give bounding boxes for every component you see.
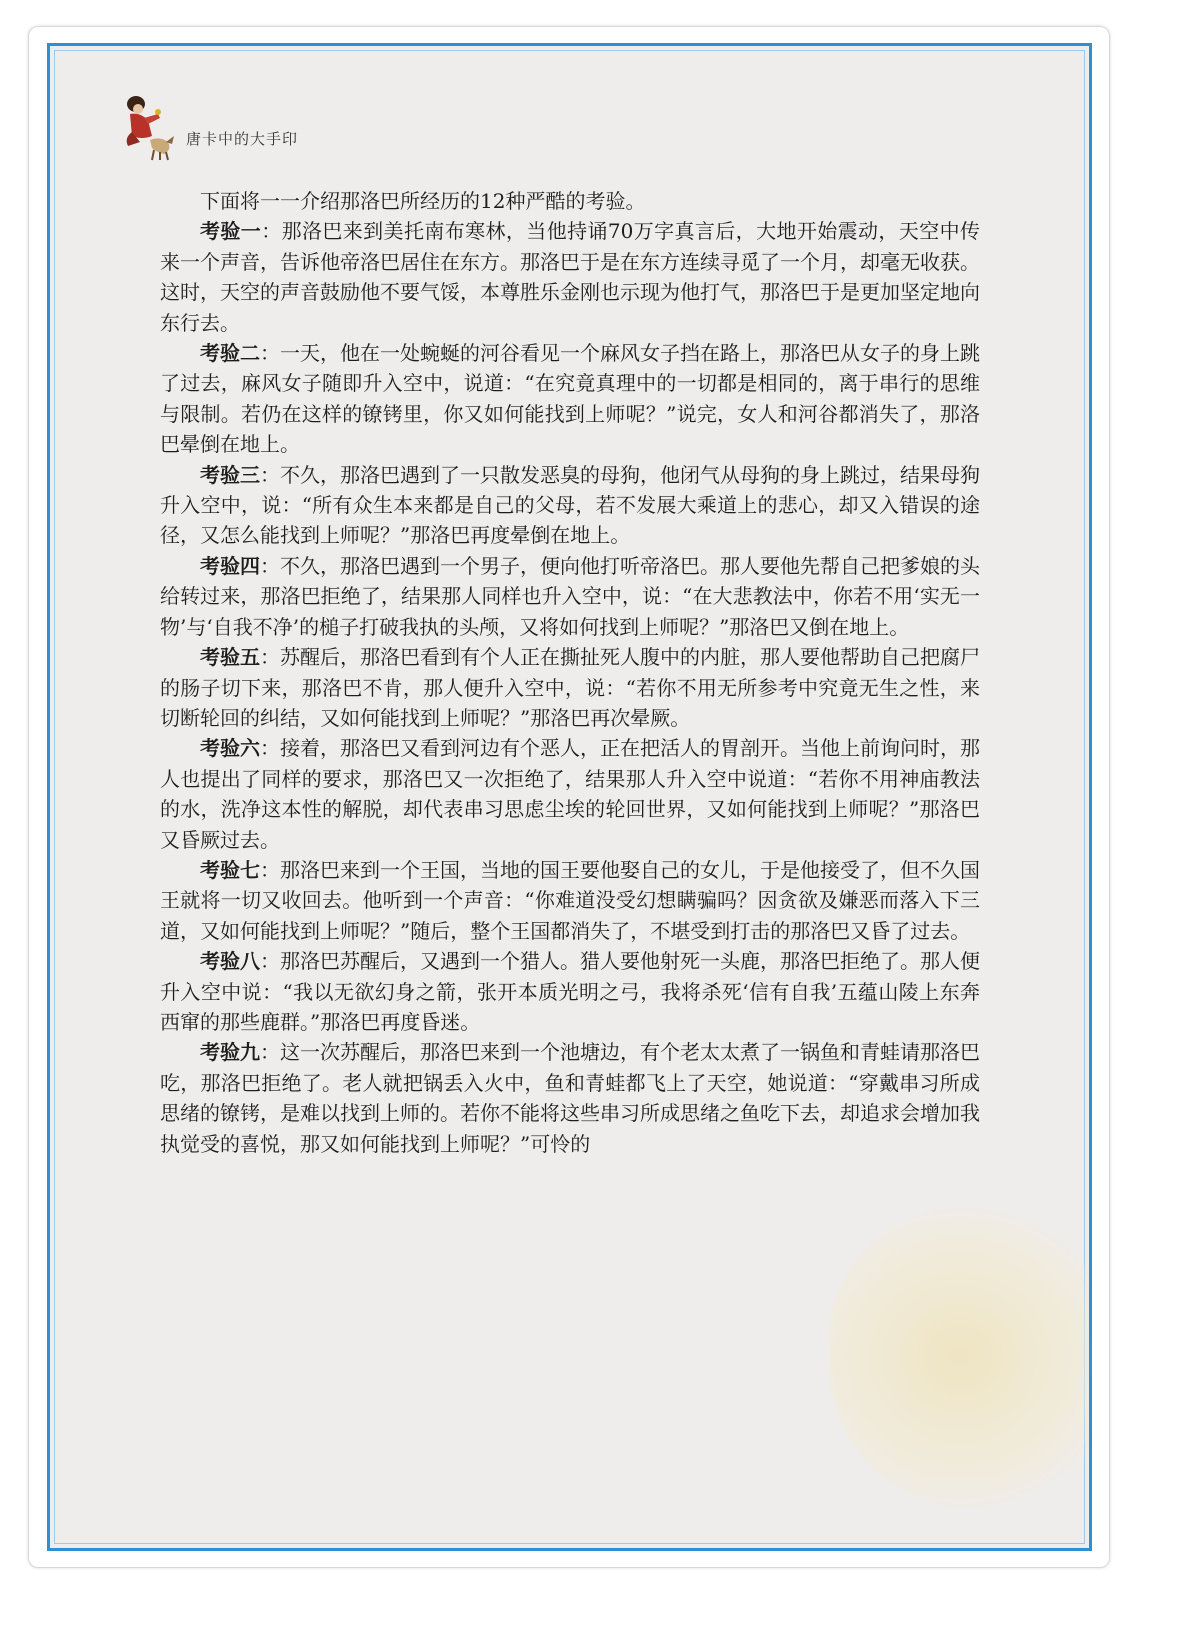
trial-title: 考验一 <box>200 219 262 244</box>
trial-title: 考验七 <box>200 857 260 882</box>
trial-paragraph <box>160 1037 980 1159</box>
trial-title: 考验八 <box>200 949 260 974</box>
trial-title: 考验六 <box>200 736 260 761</box>
trial-text: ：那洛巴来到一个王国，当地的国王要他娶自己的女儿，于是他接受了，但不久国王就将一切又收回去。他听到一个声音：“你难道没受幻想瞒骗吗？因贪欲及嫌恶而落入下三道，又如何能找到上师呢？”随后，整个王国都消失了，不堪受到打击的那洛巴又昏了过去。 <box>160 857 980 943</box>
trial-text: ：那洛巴苏醒后，又遇到一个猎人。猎人要他射死一头鹿，那洛巴拒绝了。那人便升入空中说：“我以无欲幻身之箭，张开本质光明之弓，我将杀死‘信有自我’五蕴山陵上东奔西窜的那些鹿群。”那洛巴再度昏迷。 <box>160 949 980 1034</box>
trial-title: 考验三 <box>200 462 260 487</box>
trial-paragraph <box>160 642 980 733</box>
trial-text: ：苏醒后，那洛巴看到有个人正在撕扯死人腹中的内脏，那人要他帮助自己把腐尸的肠子切下来，那洛巴不肯，那人便升入空中，说：“若你不用无所参考中究竟无生之性，来切断轮回的纠结，又如何能找到上师呢？”那洛巴再次晕厥。 <box>160 645 980 730</box>
faint-seal-decoration <box>829 1208 1092 1508</box>
page-header <box>114 92 514 162</box>
trial-paragraph <box>160 733 980 855</box>
body-text <box>160 186 980 1159</box>
trial-paragraph <box>160 338 980 460</box>
intro-paragraph: 下面将一一介绍那洛巴所经历的12种严酷的考验。 <box>200 189 646 213</box>
trial-title: 考验二 <box>200 341 260 366</box>
trial-title: 考验四 <box>200 553 260 578</box>
trial-text: ：那洛巴来到美托南布寒林，当他持诵70万字真言后，大地开始震动，天空中传来一个声音，告诉他帝洛巴居住在东方。那洛巴于是在东方连续寻觅了一个月，却毫无收获。这时，天空的声音鼓励他不要气馁，本尊胜乐金刚也示现为他打气，那洛巴于是更加坚定地向东行去。 <box>160 219 981 335</box>
trial-paragraph <box>160 946 980 1037</box>
trial-text: ：不久，那洛巴遇到一个男子，便向他打听帝洛巴。那人要他先帮自己把爹娘的头给转过来，那洛巴拒绝了，结果那人同样也升入空中，说：“在大悲教法中，你若不用‘实无一物’与‘自我不净’的槌子打破我执的头颅，又将如何找到上师呢？”那洛巴又倒在地上。 <box>160 553 980 639</box>
trial-title: 考验九 <box>200 1040 260 1065</box>
trial-paragraph <box>160 216 980 338</box>
deity-figure-icon <box>114 92 182 162</box>
trial-text: ：这一次苏醒后，那洛巴来到一个池塘边，有个老太太煮了一锅鱼和青蛙请那洛巴吃，那洛巴拒绝了。老人就把锅丢入火中，鱼和青蛙都飞上了天空，她说道：“穿戴串习所成思绪的镣铐，是难以找到上师的。若你不能将这些串习所成思绪之鱼吃下去，却追求会增加我执觉受的喜悦，那又如何能找到上师呢？”可怜的 <box>160 1040 980 1156</box>
trial-title: 考验五 <box>200 645 260 670</box>
trial-paragraph <box>160 551 980 642</box>
trial-text: ：接着，那洛巴又看到河边有个恶人，正在把活人的胃剖开。当他上前询问时，那人也提出了同样的要求，那洛巴又一次拒绝了，结果那人升入空中说道：“若你不用神庙教法的水，洗净这本性的解脱，却代表串习思虑尘埃的轮回世界，又如何能找到上师呢？”那洛巴又昏厥过去。 <box>160 736 980 852</box>
book-page <box>47 43 1092 1551</box>
trial-paragraph <box>160 460 980 551</box>
trial-text: ：不久，那洛巴遇到了一只散发恶臭的母狗，他闭气从母狗的身上跳过，结果母狗升入空中，说：“所有众生本来都是自己的父母，若不发展大乘道上的悲心，却又入错误的途径，又怎么能找到上师呢？”那洛巴再度晕倒在地上。 <box>160 462 980 548</box>
trial-paragraph <box>160 855 980 946</box>
trial-text: ：一天，他在一处蜿蜒的河谷看见一个麻风女子挡在路上，那洛巴从女子的身上跳了过去，麻风女子随即升入空中，说道：“在究竟真理中的一切都是相同的，离于串行的思维与限制。若仍在这样的镣铐里，你又如何能找到上师呢？”说完，女人和河谷都消失了，那洛巴晕倒在地上。 <box>160 341 980 457</box>
running-head: 唐卡中的大手印 <box>186 130 299 148</box>
